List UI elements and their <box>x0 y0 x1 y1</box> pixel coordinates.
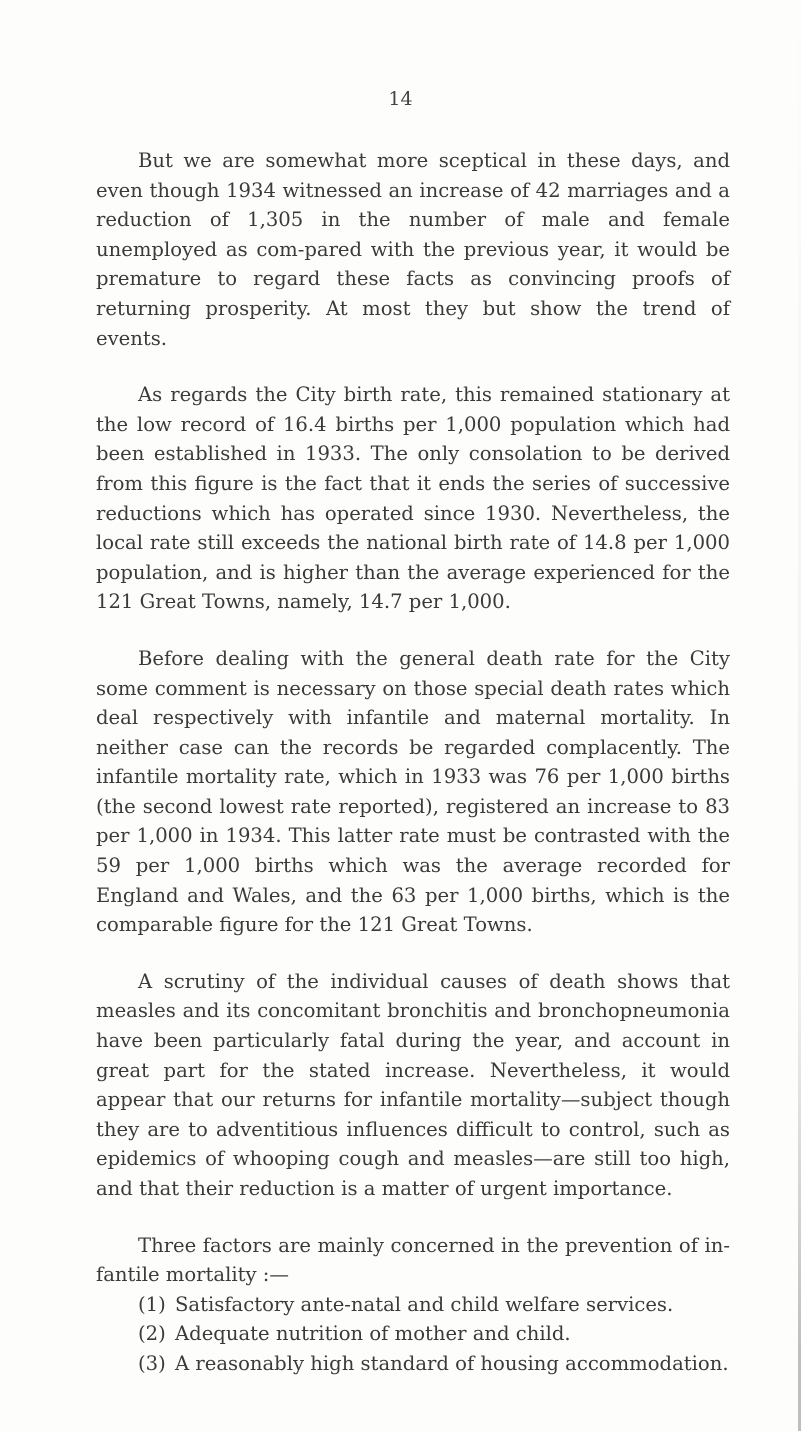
paragraph-2: As regards the City birth rate, this remained stationary at the low record of 16.4 births per 1,000 population which had been established in 1933. The only consolation to be derived from this figure is the fact that it ends the series of successive reductions which has operated since 1930. Nevertheless, the local rate still exceeds the national birth rate of 14.8 per 1,000 population, and is higher than the average experienced for the 121 Great Towns, namely, 14.7 per 1,000. <box>96 383 730 614</box>
factors-list <box>96 1290 730 1379</box>
factor-number: (2) <box>138 1322 166 1346</box>
paragraph-4: A scrutiny of the individual causes of death shows that measles and its concomitant bronchitis and bronchopneumonia have been particularly fatal during the year, and account in great part for the stated increase. Nevertheless, it would appear that our returns for infantile mortality—subject though they are to adventitious influences difficult to control, such as epidemics of whooping cough and measles—are still too high, and that their reduction is a matter of urgent importance. <box>96 969 730 1200</box>
factor-text: Satisfactory ante-natal and child welfare services. <box>175 1292 674 1316</box>
factor-number: (1) <box>138 1292 166 1316</box>
factors-intro: Three factors are mainly concerned in the prevention of in-fantile mortality :— <box>96 1233 730 1287</box>
factor-item <box>138 1319 730 1349</box>
factor-number: (3) <box>138 1351 166 1375</box>
paragraph-1: But we are somewhat more sceptical in these days, and even though 1934 witnessed an increase of 42 marriages and a reduction of 1,305 in the number of male and female unemployed as com-pared with the previous year, it would be premature to regard these facts as convincing proofs of returning prosperity. At most they but show the trend of events. <box>96 149 730 350</box>
factor-item <box>138 1349 730 1379</box>
page-number: 14 <box>388 88 413 110</box>
factor-text: Adequate nutrition of mother and child. <box>175 1322 571 1346</box>
factor-item <box>138 1290 730 1320</box>
factor-text: A reasonably high standard of housing accommodation. <box>175 1351 729 1375</box>
paragraph-3: Before dealing with the general death rate for the City some comment is necessary on those special death rates which deal respectively with infantile and maternal mortality. In neither case can the records be regarded complacently. The infantile mortality rate, which in 1933 was 76 per 1,000 births (the second lowest rate reported), registered an increase to 83 per 1,000 in 1934. This latter rate must be contrasted with the 59 per 1,000 births which was the average recorded for England and Wales, and the 63 per 1,000 births, which is the comparable figure for the 121 Great Towns. <box>96 646 730 937</box>
body-text <box>96 146 730 1379</box>
